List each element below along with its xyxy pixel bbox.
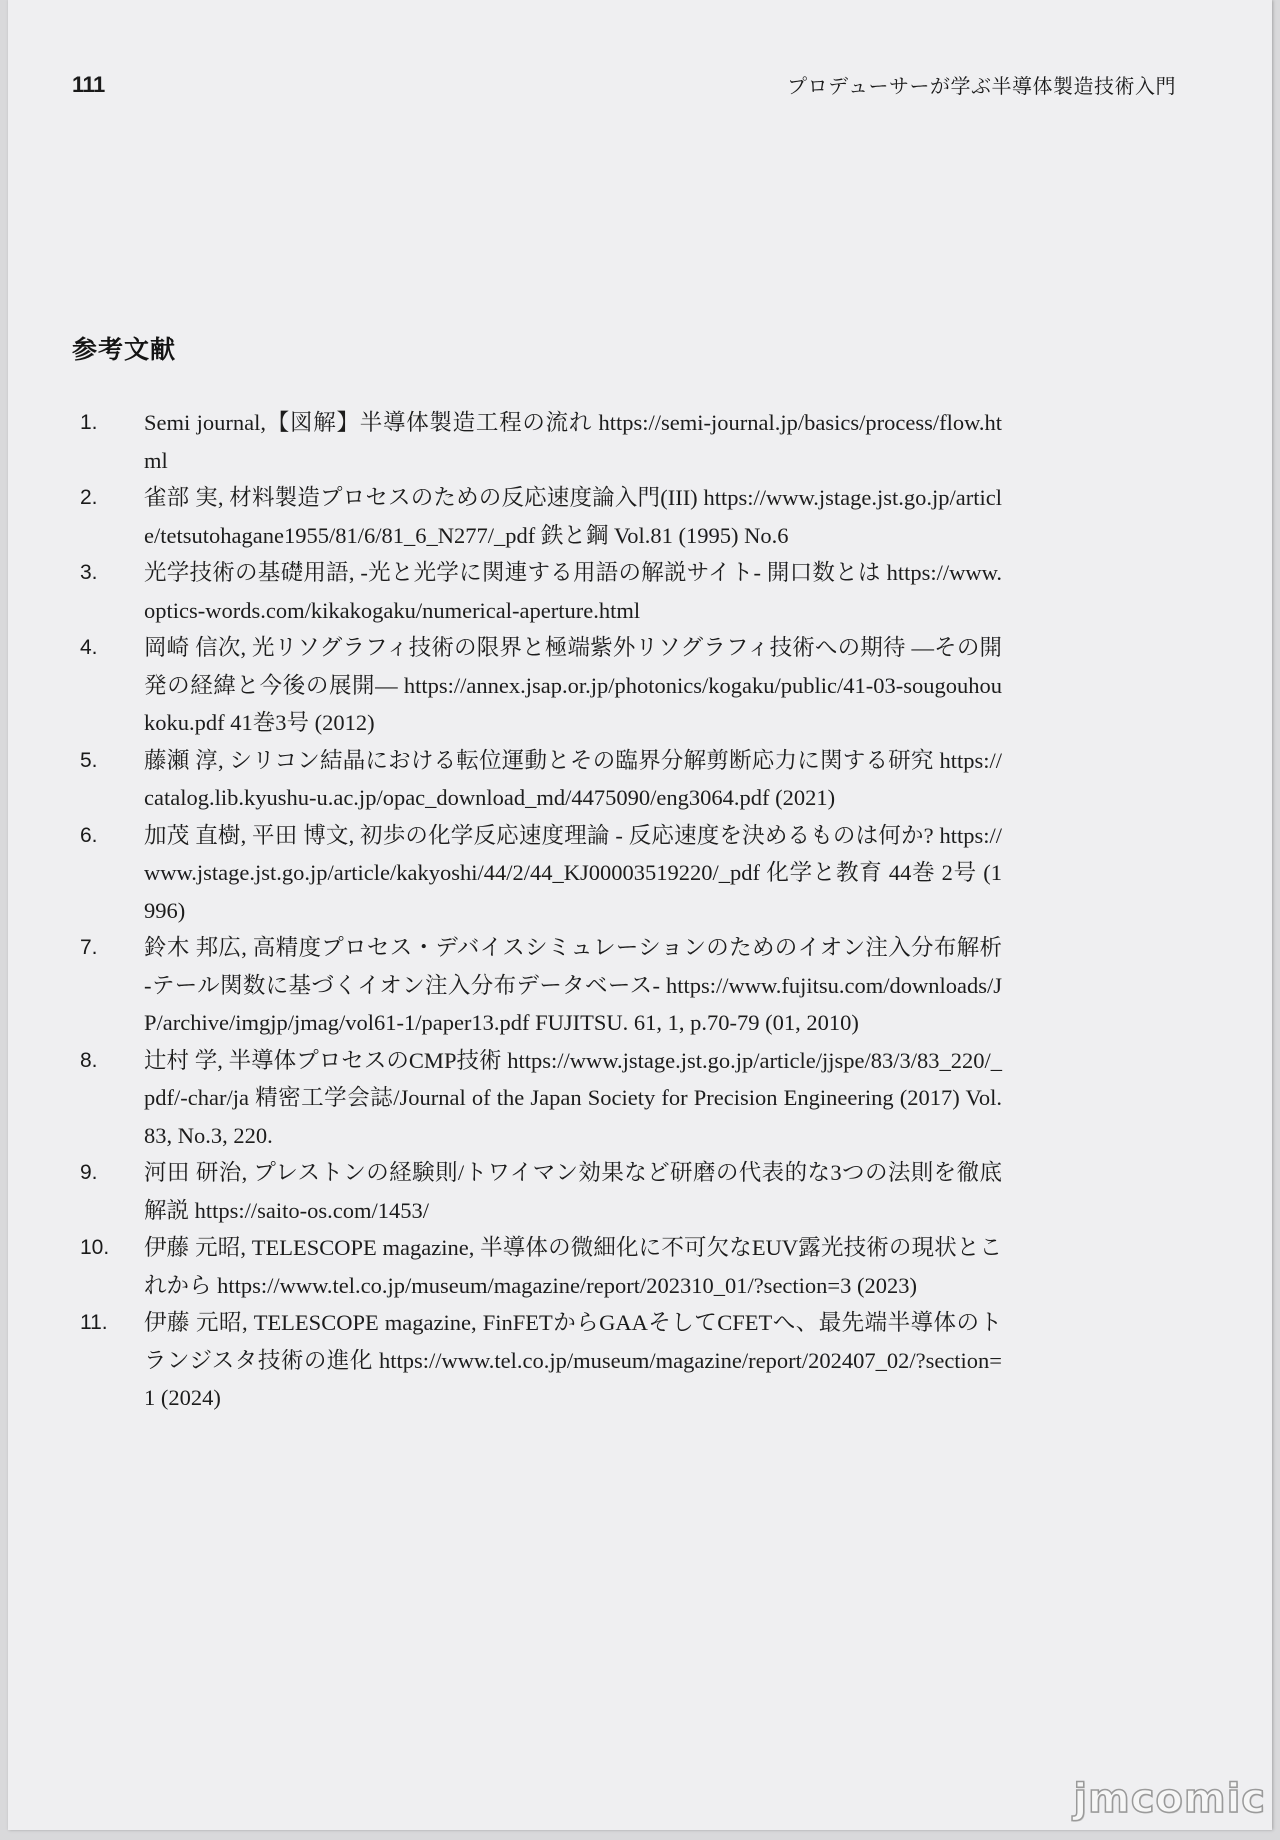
reference-number: 3. <box>80 561 98 584</box>
reference-item <box>72 1042 1002 1155</box>
reference-number: 8. <box>80 1048 98 1072</box>
reference-text: 岡崎 信次, 光リソグラフィ技術の限界と極端紫外リソグラフィ技術への期待 —その開発の経緯と今後の展開— https://annex.jsap.or.jp/photonics/kogaku/public/41-03-sougouhoukoku.pdf 41巻3号 (2012) <box>144 635 1002 735</box>
reference-text: 鈴木 邦広, 高精度プロセス・デバイスシミュレーションのためのイオン注入分布解析 -テール関数に基づくイオン注入分布データベース- https://www.fujitsu.com/downloads/JP/archive/imgjp/jmag/vol61-1/paper13.pdf FUJITSU. 61, 1, p.70-79 (01, 2010) <box>144 935 1002 1035</box>
reference-item <box>72 817 1002 930</box>
reference-number: 5. <box>80 748 98 772</box>
reference-text: 伊藤 元昭, TELESCOPE magazine, 半導体の微細化に不可欠なEUV露光技術の現状とこれから https://www.tel.co.jp/museum/magazine/report/202310_01/?section=3 (2023) <box>144 1235 1002 1298</box>
reference-text: 雀部 実, 材料製造プロセスのための反応速度論入門(III) https://www.jstage.jst.go.jp/article/tetsutohagane1955/81/6/81_6_N277/_pdf 鉄と鋼 Vol.81 (1995) No.6 <box>144 485 1002 548</box>
reference-number: 6. <box>80 823 98 847</box>
reference-text: 加茂 直樹, 平田 博文, 初歩の化学反応速度理論 - 反応速度を決めるものは何か? https://www.jstage.jst.go.jp/article/kakyoshi/44/2/44_KJ00003519220/_pdf 化学と教育 44巻 2号 (1996) <box>144 822 1002 923</box>
reference-number: 2. <box>80 486 98 509</box>
reference-text: 辻村 学, 半導体プロセスのCMP技術 https://www.jstage.jst.go.jp/article/jjspe/83/3/83_220/_pdf/-char/ja 精密工学会誌/Journal of the Japan Society for Precision Engineering (2017) Vol.83, No.3, 220. <box>144 1047 1002 1148</box>
reference-item <box>72 929 1002 1042</box>
reference-item <box>72 1154 1002 1229</box>
reference-item <box>72 554 1002 629</box>
reference-item <box>72 629 1002 742</box>
document-page <box>8 0 1272 1830</box>
reference-number: 7. <box>80 936 98 959</box>
reference-text: 光学技術の基礎用語, -光と光学に関連する用語の解説サイト- 開口数とは https://www.optics-words.com/kikakogaku/numerical-aperture.html <box>144 560 1002 623</box>
reference-item <box>72 1304 1002 1417</box>
reference-item <box>72 742 1002 817</box>
reference-number: 1. <box>80 411 98 434</box>
reference-text: 藤瀬 淳, シリコン結晶における転位運動とその臨界分解剪断応力に関する研究 https://catalog.lib.kyushu-u.ac.jp/opac_download_md/4475090/eng3064.pdf (2021) <box>144 747 1002 810</box>
watermark-logo: jmcomic <box>1073 1776 1266 1822</box>
reference-number: 9. <box>80 1161 98 1184</box>
reference-text: 河田 研治, プレストンの経験則/トワイマン効果など研磨の代表的な3つの法則を徹底解説 https://saito-os.com/1453/ <box>144 1160 1002 1223</box>
reference-text: Semi journal,【図解】半導体製造工程の流れ https://semi-journal.jp/basics/process/flow.html <box>144 410 1002 473</box>
section-title: 参考文献 <box>72 335 177 364</box>
reference-list <box>72 404 1002 1417</box>
reference-text: 伊藤 元昭, TELESCOPE magazine, FinFETからGAAそしてCFETへ、最先端半導体のトランジスタ技術の進化 https://www.tel.co.jp/museum/magazine/report/202407_02/?section=1 (2024) <box>144 1310 1002 1410</box>
running-head-title: プロデューサーが学ぶ半導体製造技術入門 <box>787 74 1176 98</box>
reference-number: 10. <box>80 1236 110 1259</box>
reference-item <box>72 479 1002 554</box>
reference-item <box>72 404 1002 479</box>
reference-number: 4. <box>80 636 98 659</box>
reference-number: 11. <box>80 1311 108 1334</box>
page-number: 111 <box>72 72 105 97</box>
reference-item <box>72 1229 1002 1304</box>
